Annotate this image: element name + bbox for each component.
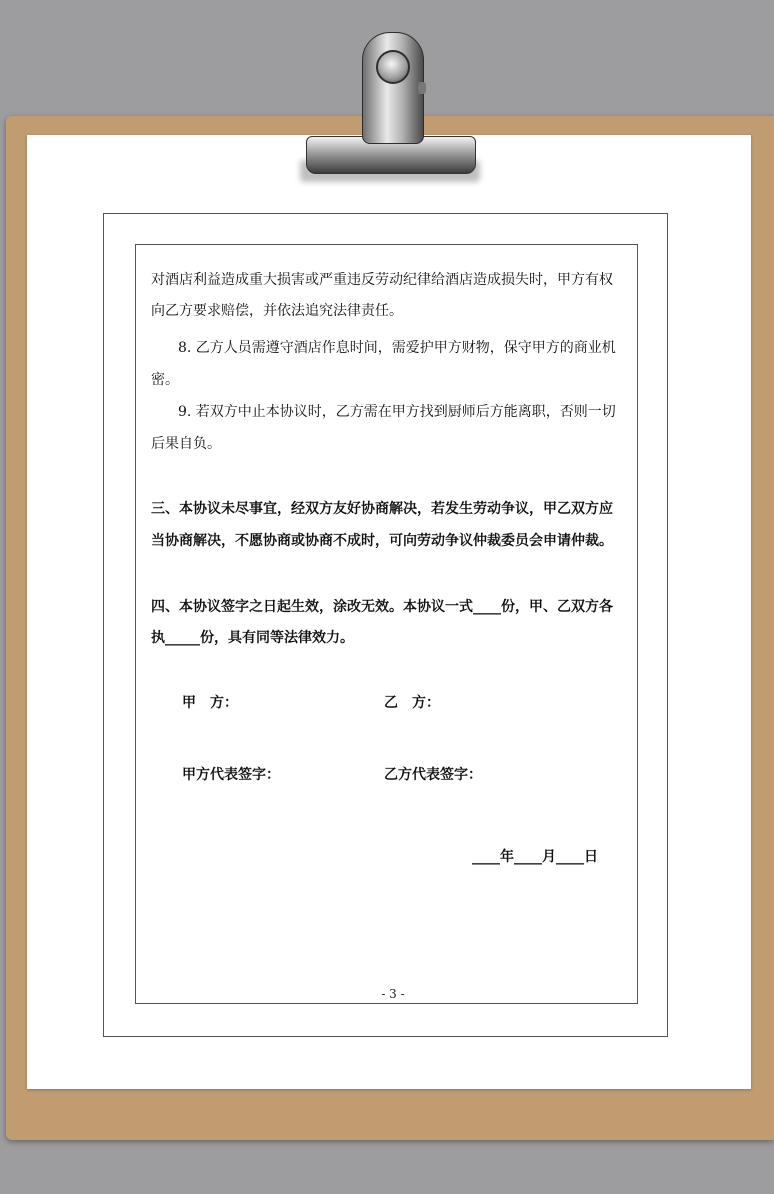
party-b-label: 乙 方： (384, 695, 440, 711)
section-4-line: 四、本协议签字之日起生效，涂改无效。本协议一式____份，甲、乙双方各 (151, 599, 613, 615)
paragraph-line: 对酒店利益造成重大损害或严重违反劳动纪律给酒店造成损失时，甲方有权 (151, 272, 613, 288)
clause-9-line: 9. 若双方中止本协议时，乙方需在甲方找到厨师后方能离职，否则一切 (178, 404, 616, 420)
clause-8-line: 密。 (151, 372, 179, 388)
party-a-signature-label: 甲方代表签字： (182, 767, 280, 783)
party-a-label: 甲 方： (182, 695, 238, 711)
clause-8-line: 8. 乙方人员需遵守酒店作息时间，需爱护甲方财物，保守甲方的商业机 (178, 340, 616, 356)
section-3-line: 三、本协议未尽事宜，经双方友好协商解决，若发生劳动争议，甲乙双方应 (151, 501, 613, 517)
clip-pin (418, 82, 426, 94)
page-inner-frame (135, 244, 638, 1004)
date-line: ____年____月____日 (472, 849, 598, 865)
section-4-line: 执_____份，具有同等法律效力。 (151, 630, 354, 646)
clip-ring-icon (376, 50, 410, 84)
paragraph-line: 向乙方要求赔偿，并依法追究法律责任。 (151, 303, 403, 319)
party-b-signature-label: 乙方代表签字： (384, 767, 482, 783)
clause-9-line: 后果自负。 (151, 436, 221, 452)
page-number: - 3 - (381, 987, 405, 1001)
clip-arm (362, 32, 424, 144)
section-3-line: 当协商解决，不愿协商或协商不成时，可向劳动争议仲裁委员会申请仲裁。 (151, 533, 613, 549)
